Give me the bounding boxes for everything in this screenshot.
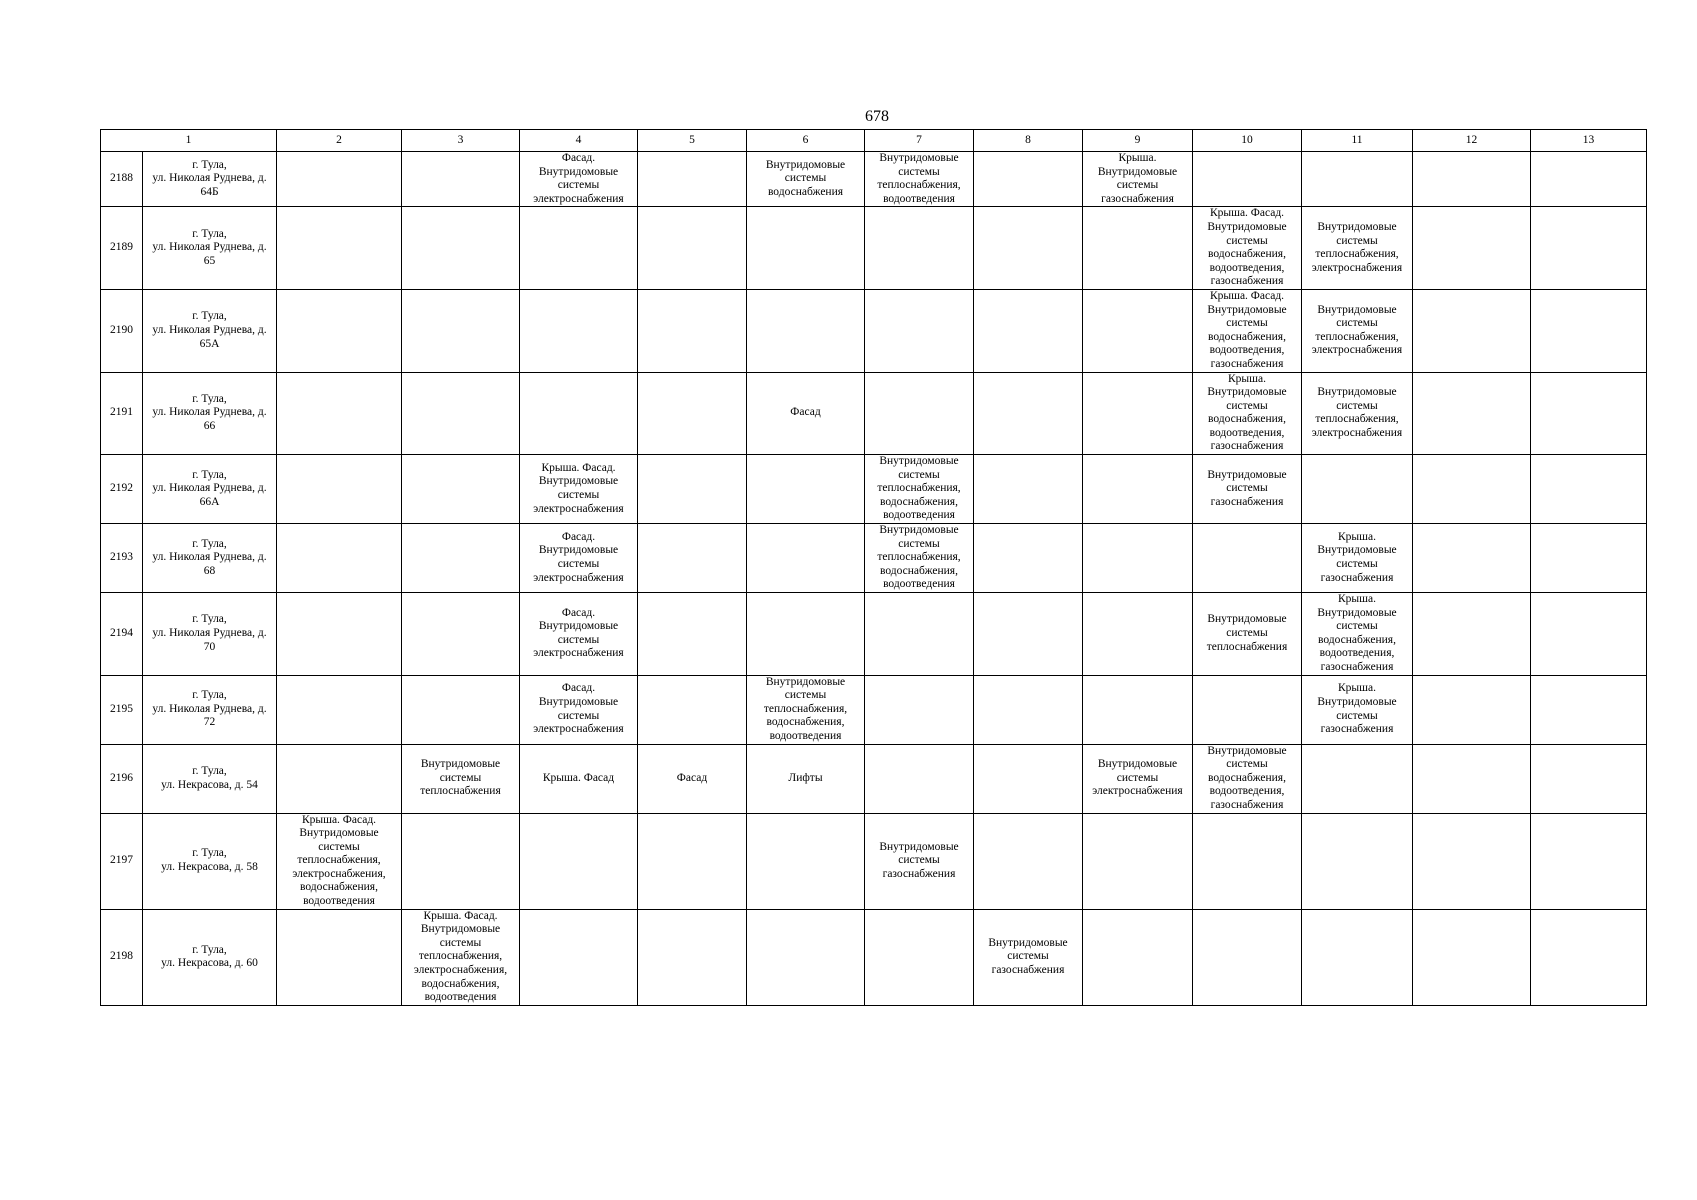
column-header: 12	[1413, 130, 1531, 152]
work-cell-col-3	[402, 289, 520, 372]
work-cell-col-8	[974, 593, 1083, 676]
work-cell-col-11: Внутридомовые системы теплоснабжения, электроснабжения	[1302, 372, 1413, 455]
work-cell-col-13	[1531, 909, 1647, 1005]
work-cell-col-7: Внутридомовые системы теплоснабжения, водоснабжения, водоотведения	[865, 455, 974, 524]
work-cell-col-11	[1302, 813, 1413, 909]
column-header: 10	[1193, 130, 1302, 152]
column-header: 7	[865, 130, 974, 152]
column-header: 1	[101, 130, 277, 152]
work-cell-col-10	[1193, 909, 1302, 1005]
work-cell-col-2	[277, 524, 402, 593]
work-cell-col-8	[974, 372, 1083, 455]
row-number-cell: 2196	[101, 744, 143, 813]
work-cell-col-3	[402, 455, 520, 524]
work-cell-col-7	[865, 289, 974, 372]
table-row	[101, 455, 1647, 524]
work-cell-col-9	[1083, 289, 1193, 372]
work-cell-col-6	[747, 207, 865, 290]
work-cell-col-5	[638, 524, 747, 593]
work-cell-col-13	[1531, 524, 1647, 593]
work-cell-col-4	[520, 909, 638, 1005]
row-number-cell: 2188	[101, 152, 143, 207]
address-cell: г. Тула, ул. Некрасова, д. 58	[143, 813, 277, 909]
work-cell-col-12	[1413, 289, 1531, 372]
work-cell-col-13	[1531, 455, 1647, 524]
work-cell-col-3	[402, 675, 520, 744]
work-cell-col-11: Внутридомовые системы теплоснабжения, электроснабжения	[1302, 207, 1413, 290]
work-cell-col-10	[1193, 813, 1302, 909]
work-cell-col-10: Внутридомовые системы газоснабжения	[1193, 455, 1302, 524]
work-cell-col-13	[1531, 372, 1647, 455]
table-body	[101, 152, 1647, 1006]
work-cell-col-3	[402, 152, 520, 207]
work-cell-col-10: Крыша. Внутридомовые системы водоснабжения, водоотведения, газоснабжения	[1193, 372, 1302, 455]
work-cell-col-11	[1302, 744, 1413, 813]
work-cell-col-5: Фасад	[638, 744, 747, 813]
work-cell-col-2	[277, 593, 402, 676]
work-cell-col-7	[865, 909, 974, 1005]
work-cell-col-12	[1413, 152, 1531, 207]
work-cell-col-7	[865, 593, 974, 676]
column-header: 9	[1083, 130, 1193, 152]
work-cell-col-5	[638, 455, 747, 524]
work-cell-col-2	[277, 455, 402, 524]
work-cell-col-3	[402, 372, 520, 455]
work-cell-col-12	[1413, 813, 1531, 909]
work-cell-col-3	[402, 524, 520, 593]
work-cell-col-9: Крыша. Внутридомовые системы газоснабжения	[1083, 152, 1193, 207]
work-cell-col-12	[1413, 372, 1531, 455]
work-cell-col-11: Крыша. Внутридомовые системы водоснабжения, водоотведения, газоснабжения	[1302, 593, 1413, 676]
work-cell-col-2	[277, 744, 402, 813]
work-cell-col-13	[1531, 813, 1647, 909]
table-row	[101, 152, 1647, 207]
row-number-cell: 2195	[101, 675, 143, 744]
work-cell-col-7	[865, 207, 974, 290]
work-cell-col-9	[1083, 909, 1193, 1005]
row-number-cell: 2194	[101, 593, 143, 676]
work-cell-col-6	[747, 909, 865, 1005]
work-cell-col-8	[974, 289, 1083, 372]
work-cell-col-8	[974, 455, 1083, 524]
header-row	[101, 130, 1647, 152]
work-cell-col-4	[520, 813, 638, 909]
work-cell-col-9	[1083, 207, 1193, 290]
address-cell: г. Тула, ул. Николая Руднева, д. 65	[143, 207, 277, 290]
table-row	[101, 593, 1647, 676]
work-cell-col-13	[1531, 744, 1647, 813]
address-cell: г. Тула, ул. Николая Руднева, д. 65А	[143, 289, 277, 372]
address-cell: г. Тула, ул. Николая Руднева, д. 66А	[143, 455, 277, 524]
row-number-cell: 2192	[101, 455, 143, 524]
table-row	[101, 372, 1647, 455]
row-number-cell: 2193	[101, 524, 143, 593]
address-cell: г. Тула, ул. Николая Руднева, д. 66	[143, 372, 277, 455]
work-cell-col-5	[638, 372, 747, 455]
work-cell-col-13	[1531, 289, 1647, 372]
table-row	[101, 909, 1647, 1005]
work-cell-col-10: Внутридомовые системы теплоснабжения	[1193, 593, 1302, 676]
work-cell-col-6: Внутридомовые системы теплоснабжения, водоснабжения, водоотведения	[747, 675, 865, 744]
work-cell-col-3: Крыша. Фасад. Внутридомовые системы теплоснабжения, электроснабжения, водоснабжения, водоотведения	[402, 909, 520, 1005]
work-cell-col-7: Внутридомовые системы теплоснабжения, водоотведения	[865, 152, 974, 207]
work-cell-col-8	[974, 744, 1083, 813]
work-cell-col-6: Фасад	[747, 372, 865, 455]
work-cell-col-3: Внутридомовые системы теплоснабжения	[402, 744, 520, 813]
table-row	[101, 813, 1647, 909]
work-cell-col-6	[747, 524, 865, 593]
work-cell-col-7: Внутридомовые системы газоснабжения	[865, 813, 974, 909]
work-cell-col-6	[747, 289, 865, 372]
work-cell-col-5	[638, 207, 747, 290]
work-cell-col-13	[1531, 152, 1647, 207]
work-cell-col-9	[1083, 524, 1193, 593]
work-cell-col-4: Крыша. Фасад	[520, 744, 638, 813]
work-cell-col-8	[974, 152, 1083, 207]
work-cell-col-11	[1302, 152, 1413, 207]
work-cell-col-9	[1083, 593, 1193, 676]
column-header: 13	[1531, 130, 1647, 152]
work-cell-col-10	[1193, 524, 1302, 593]
work-cell-col-8	[974, 207, 1083, 290]
work-cell-col-11: Крыша. Внутридомовые системы газоснабжения	[1302, 524, 1413, 593]
row-number-cell: 2190	[101, 289, 143, 372]
work-cell-col-13	[1531, 207, 1647, 290]
work-cell-col-11: Крыша. Внутридомовые системы газоснабжения	[1302, 675, 1413, 744]
row-number-cell: 2197	[101, 813, 143, 909]
table-row	[101, 675, 1647, 744]
work-cell-col-9	[1083, 813, 1193, 909]
work-cell-col-12	[1413, 455, 1531, 524]
works-table	[100, 129, 1647, 1006]
page-number: 678	[865, 108, 889, 125]
work-cell-col-2	[277, 152, 402, 207]
work-cell-col-10: Крыша. Фасад. Внутридомовые системы водоснабжения, водоотведения, газоснабжения	[1193, 207, 1302, 290]
work-cell-col-9	[1083, 372, 1193, 455]
work-cell-col-5	[638, 289, 747, 372]
work-cell-col-2	[277, 207, 402, 290]
work-cell-col-12	[1413, 909, 1531, 1005]
address-cell: г. Тула, ул. Некрасова, д. 60	[143, 909, 277, 1005]
work-cell-col-2: Крыша. Фасад. Внутридомовые системы теплоснабжения, электроснабжения, водоснабжения, водоотведения	[277, 813, 402, 909]
row-number-cell: 2191	[101, 372, 143, 455]
work-cell-col-10	[1193, 152, 1302, 207]
work-cell-col-2	[277, 289, 402, 372]
column-header: 2	[277, 130, 402, 152]
work-cell-col-4	[520, 289, 638, 372]
work-cell-col-4: Фасад. Внутридомовые системы электроснабжения	[520, 152, 638, 207]
address-cell: г. Тула, ул. Некрасова, д. 54	[143, 744, 277, 813]
work-cell-col-13	[1531, 675, 1647, 744]
column-header: 4	[520, 130, 638, 152]
address-cell: г. Тула, ул. Николая Руднева, д. 68	[143, 524, 277, 593]
table-row	[101, 524, 1647, 593]
table-row	[101, 744, 1647, 813]
work-cell-col-9	[1083, 675, 1193, 744]
work-cell-col-11: Внутридомовые системы теплоснабжения, электроснабжения	[1302, 289, 1413, 372]
work-cell-col-8	[974, 675, 1083, 744]
row-number-cell: 2198	[101, 909, 143, 1005]
work-cell-col-11	[1302, 455, 1413, 524]
work-cell-col-12	[1413, 675, 1531, 744]
work-cell-col-5	[638, 813, 747, 909]
work-cell-col-7	[865, 744, 974, 813]
work-cell-col-9	[1083, 455, 1193, 524]
column-header: 8	[974, 130, 1083, 152]
work-cell-col-5	[638, 152, 747, 207]
work-cell-col-8	[974, 524, 1083, 593]
work-cell-col-4: Фасад. Внутридомовые системы электроснабжения	[520, 593, 638, 676]
work-cell-col-6: Лифты	[747, 744, 865, 813]
work-cell-col-2	[277, 675, 402, 744]
column-header: 5	[638, 130, 747, 152]
work-cell-col-12	[1413, 593, 1531, 676]
address-cell: г. Тула, ул. Николая Руднева, д. 64Б	[143, 152, 277, 207]
column-header: 3	[402, 130, 520, 152]
work-cell-col-4: Фасад. Внутридомовые системы электроснабжения	[520, 675, 638, 744]
work-cell-col-4	[520, 372, 638, 455]
address-cell: г. Тула, ул. Николая Руднева, д. 70	[143, 593, 277, 676]
work-cell-col-5	[638, 675, 747, 744]
work-cell-col-3	[402, 207, 520, 290]
work-cell-col-7	[865, 675, 974, 744]
work-cell-col-12	[1413, 524, 1531, 593]
work-cell-col-7: Внутридомовые системы теплоснабжения, водоснабжения, водоотведения	[865, 524, 974, 593]
work-cell-col-8: Внутридомовые системы газоснабжения	[974, 909, 1083, 1005]
column-header: 11	[1302, 130, 1413, 152]
work-cell-col-4	[520, 207, 638, 290]
address-cell: г. Тула, ул. Николая Руднева, д. 72	[143, 675, 277, 744]
work-cell-col-10: Внутридомовые системы водоснабжения, водоотведения, газоснабжения	[1193, 744, 1302, 813]
work-cell-col-3	[402, 593, 520, 676]
work-cell-col-7	[865, 372, 974, 455]
work-cell-col-3	[402, 813, 520, 909]
column-header: 6	[747, 130, 865, 152]
work-cell-col-2	[277, 909, 402, 1005]
work-cell-col-8	[974, 813, 1083, 909]
work-cell-col-11	[1302, 909, 1413, 1005]
work-cell-col-6	[747, 455, 865, 524]
work-cell-col-6	[747, 593, 865, 676]
work-cell-col-6	[747, 813, 865, 909]
work-cell-col-5	[638, 593, 747, 676]
work-cell-col-6: Внутридомовые системы водоснабжения	[747, 152, 865, 207]
work-cell-col-10	[1193, 675, 1302, 744]
work-cell-col-10: Крыша. Фасад. Внутридомовые системы водоснабжения, водоотведения, газоснабжения	[1193, 289, 1302, 372]
work-cell-col-12	[1413, 744, 1531, 813]
work-cell-col-5	[638, 909, 747, 1005]
work-cell-col-2	[277, 372, 402, 455]
work-cell-col-9: Внутридомовые системы электроснабжения	[1083, 744, 1193, 813]
work-cell-col-4: Крыша. Фасад. Внутридомовые системы электроснабжения	[520, 455, 638, 524]
work-cell-col-12	[1413, 207, 1531, 290]
work-cell-col-13	[1531, 593, 1647, 676]
row-number-cell: 2189	[101, 207, 143, 290]
table-row	[101, 289, 1647, 372]
work-cell-col-4: Фасад. Внутридомовые системы электроснабжения	[520, 524, 638, 593]
table-row	[101, 207, 1647, 290]
